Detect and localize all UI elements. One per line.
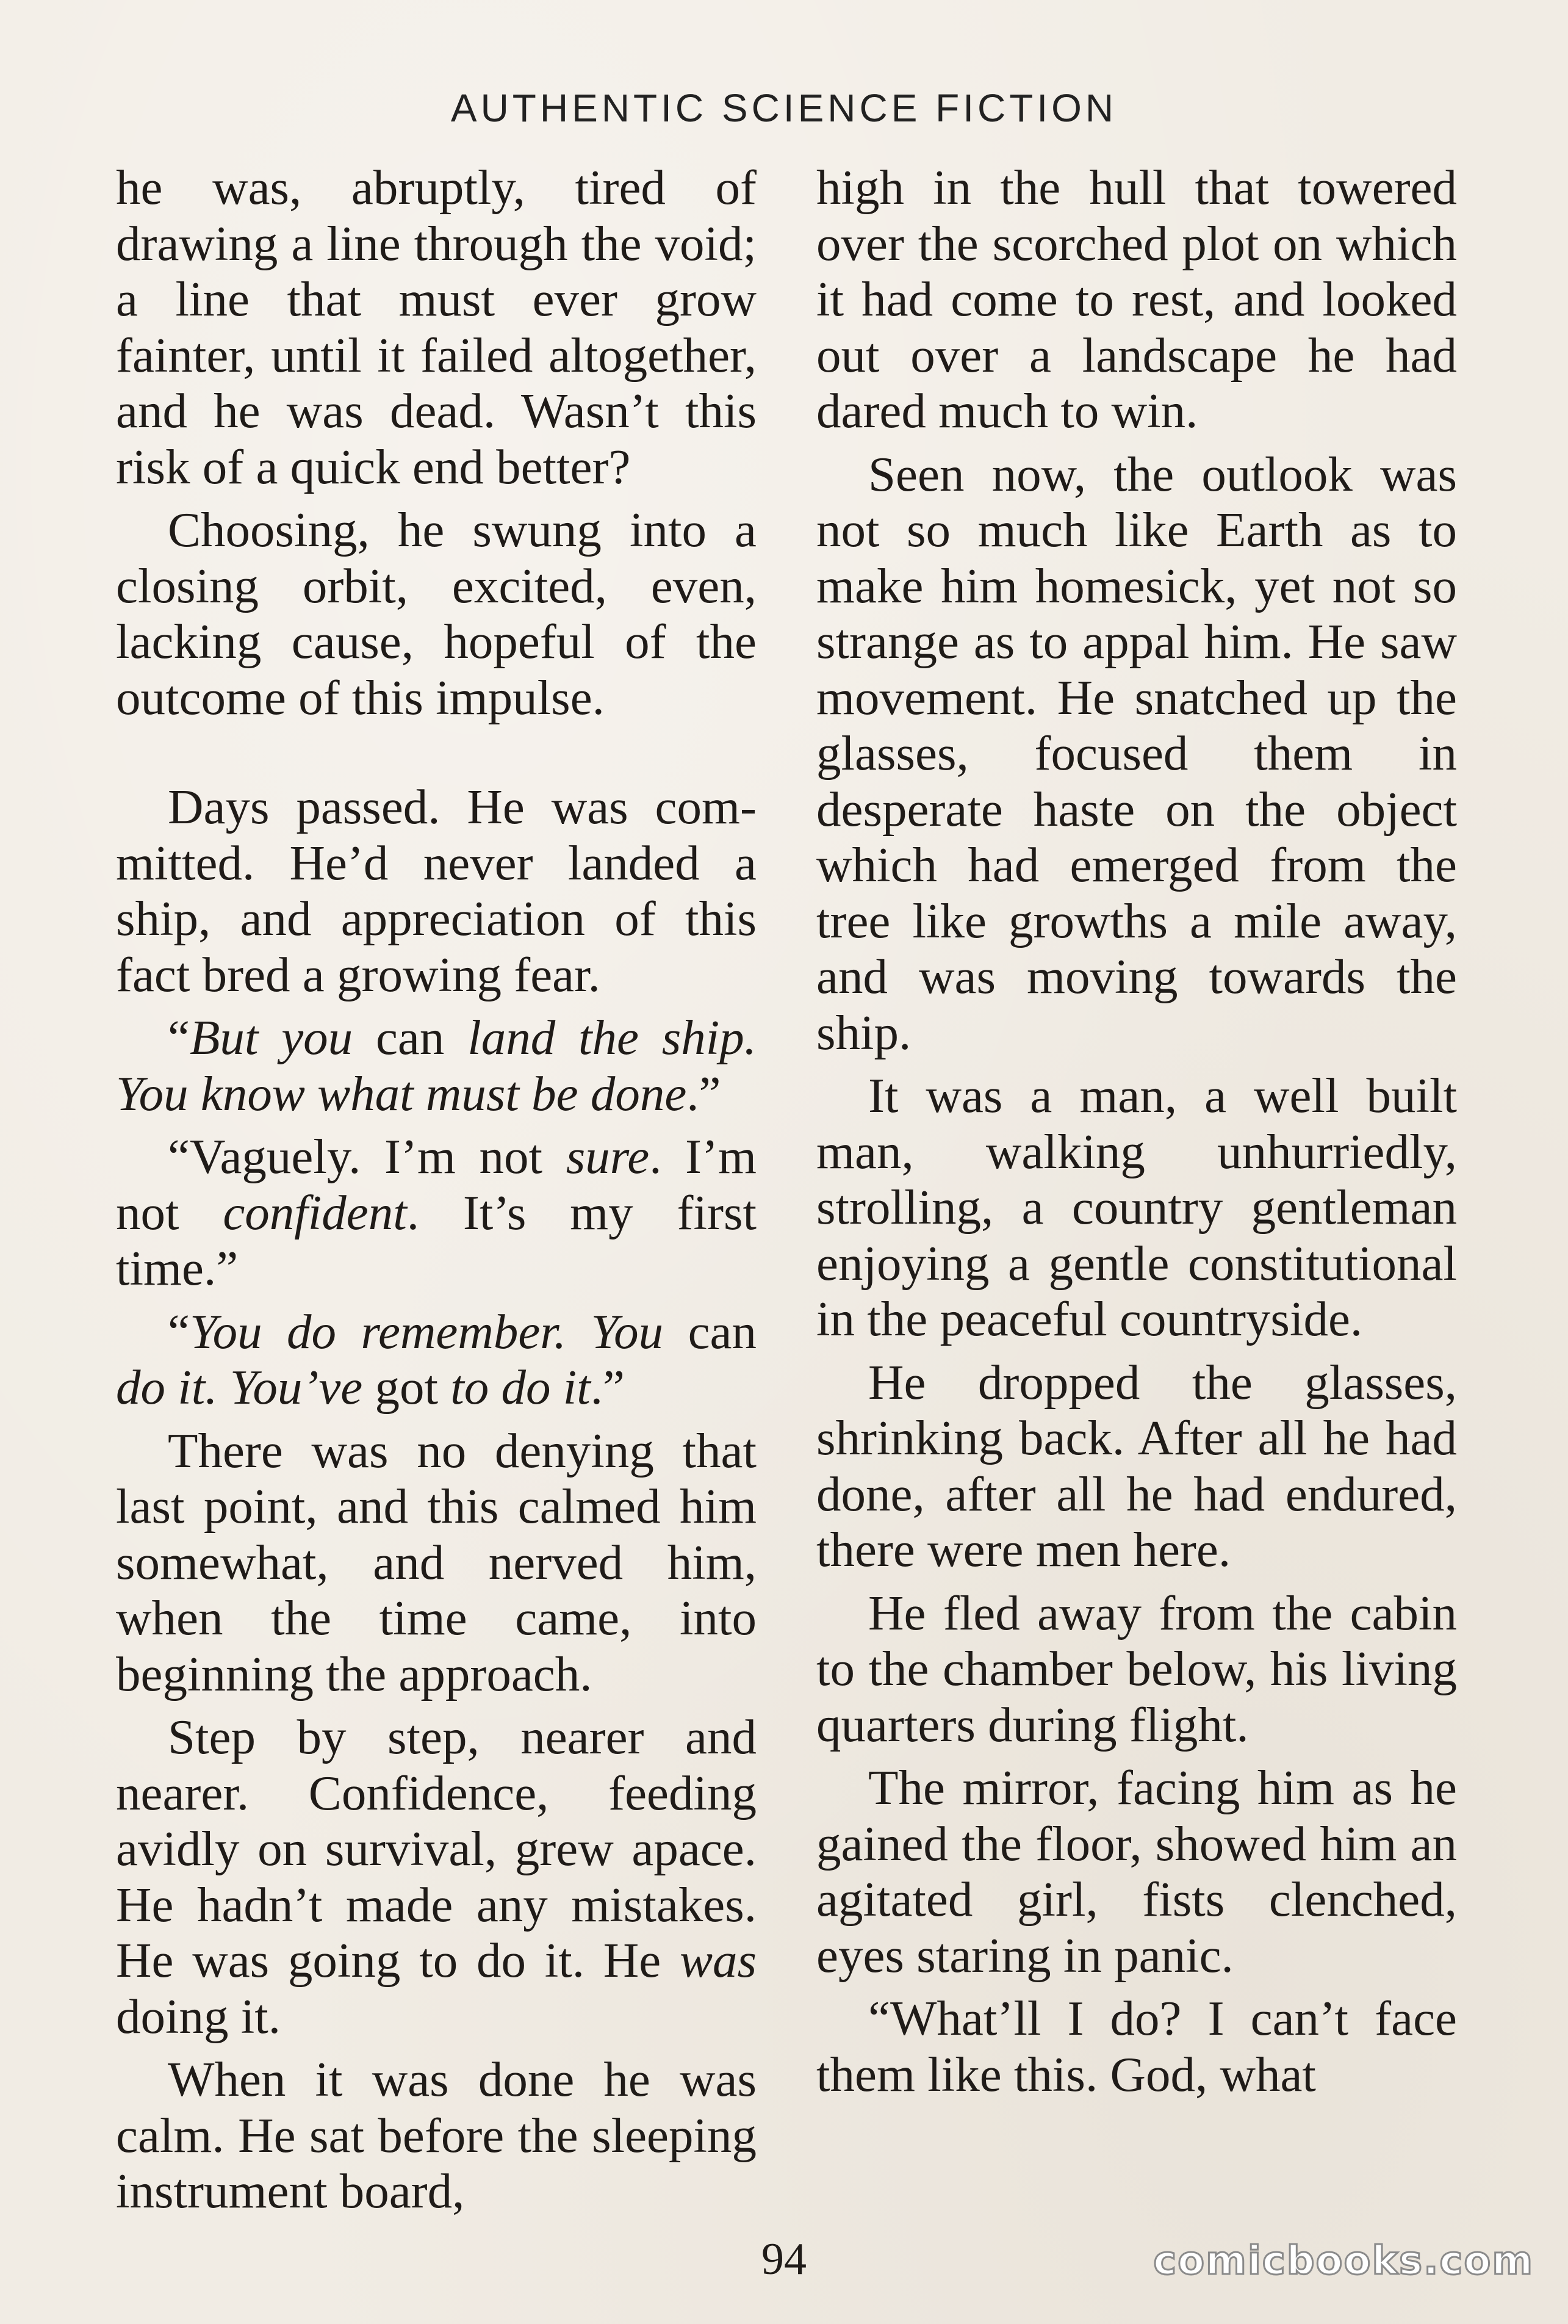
paragraph: He fled away from the cabin to the chamber below, his living quarters during flight. — [816, 1585, 1457, 1752]
paragraph: It was a man, a well built man, walking unhurriedly, strolling, a country gentleman enjoying a gentle constitutional in the peaceful countryside. — [816, 1068, 1457, 1346]
right-column — [816, 160, 1457, 2102]
paragraph: Seen now, the outlook was not so much like Earth as to make him homesick, yet not so strange as to appal him. He saw movement. He snatched up the glasses, focused them in desperate haste on the object which had emerged from the tree like growths a mile away, and was moving towards the ship. — [816, 446, 1457, 1060]
paragraph: “You do remember. You can do it. You’ve got to do it.” — [116, 1304, 757, 1415]
paragraph: “Vaguely. I’m not sure. I’m not confident. It’s my first time.” — [116, 1129, 757, 1296]
paragraph: Choosing, he swung into a closing orbit, excited, even, lacking cause, hopeful of the outcome of this impulse. — [116, 502, 757, 725]
paragraph: he was, abruptly, tired of drawing a line through the void; a line that must ever grow fainter, until it failed altogether, and he was dead. Wasn’t this risk of a quick end better? — [116, 160, 757, 494]
paragraph: high in the hull that towered over the scorched plot on which it had come to rest, and looked out over a landscape he had dared much to win. — [816, 160, 1457, 438]
paragraph: Days passed. He was committed. He’d never landed a ship, and appreciation of this fact bred a growing fear. — [116, 779, 757, 1002]
paragraph: When it was done he was calm. He sat before the sleeping instrument board, — [116, 2052, 757, 2218]
left-column — [116, 160, 757, 2220]
paragraph: There was no denying that last point, and this calmed him somewhat, and nerved him, when the time came, into beginning the approach. — [116, 1423, 757, 1702]
watermark-logo: comicbooks.com — [1153, 2239, 1534, 2284]
page-number: 94 — [761, 2234, 807, 2284]
paragraph: He dropped the glasses, shrinking back. After all he had done, after all he had endured, there were men here. — [816, 1354, 1457, 1577]
paragraph: “What’ll I do? I can’t face them like this. God, what — [816, 1991, 1457, 2102]
running-head: AUTHENTIC SCIENCE FICTION — [450, 86, 1118, 130]
paragraph: Step by step, nearer and nearer. Confidence, feeding avidly on survival, grew apace. He hadn’t made any mistakes. He was going to do it. He was doing it. — [116, 1709, 757, 2044]
paragraph: “But you can land the ship. You know what must be done.” — [116, 1010, 757, 1121]
paragraph: The mirror, facing him as he gained the floor, showed him an agitated girl, fists clenched, eyes staring in panic. — [816, 1760, 1457, 1983]
